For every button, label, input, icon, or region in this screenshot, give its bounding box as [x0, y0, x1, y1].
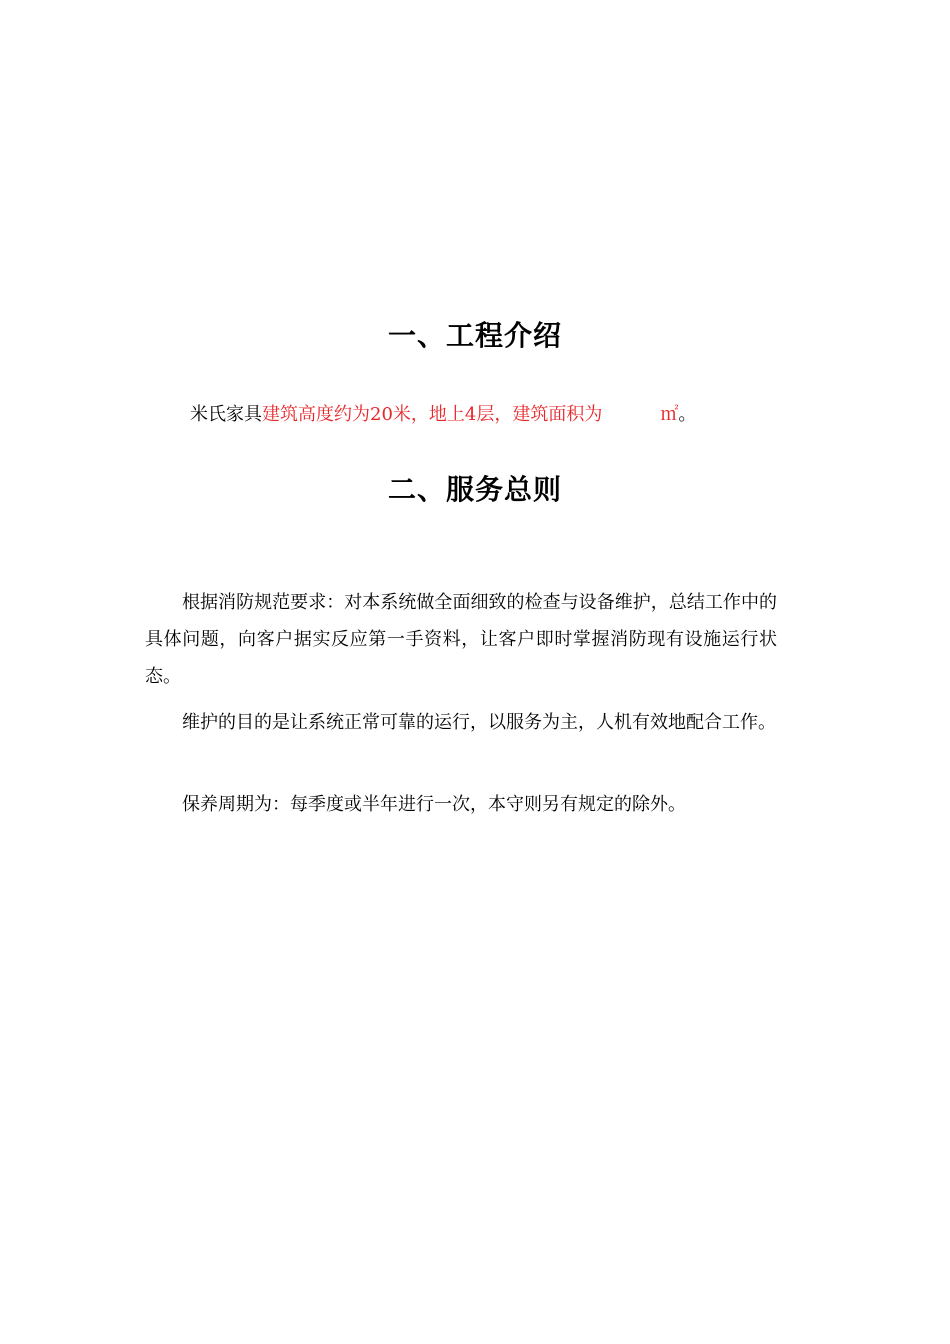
intro-building-details: 建筑高度约为20米，地上4层，建筑面积为 [262, 404, 603, 425]
intro-company-name: 米氏家具 [190, 404, 262, 425]
section-heading-project-intro: 一、工程介绍 [387, 319, 562, 352]
intro-end-punctuation: 。 [678, 404, 697, 425]
paragraph-fire-code-requirements: 根据消防规范要求：对本系统做全面细致的检查与设备维护，总结工作中的具体问题，向客户据实反应第一手资料，让客户即时掌握消防现有设施运行状态。 [145, 592, 777, 687]
project-intro-paragraph [190, 401, 810, 429]
paragraph-maintenance-purpose: 维护的目的是让系统正常可靠的运行，以服务为主，人机有效地配合工作。 [182, 712, 776, 733]
intro-area-unit: ㎡ [660, 404, 679, 425]
section-heading-service-principles: 二、服务总则 [387, 473, 562, 506]
paragraph-maintenance-cycle: 保养周期为：每季度或半年进行一次，本守则另有规定的除外。 [182, 794, 686, 815]
